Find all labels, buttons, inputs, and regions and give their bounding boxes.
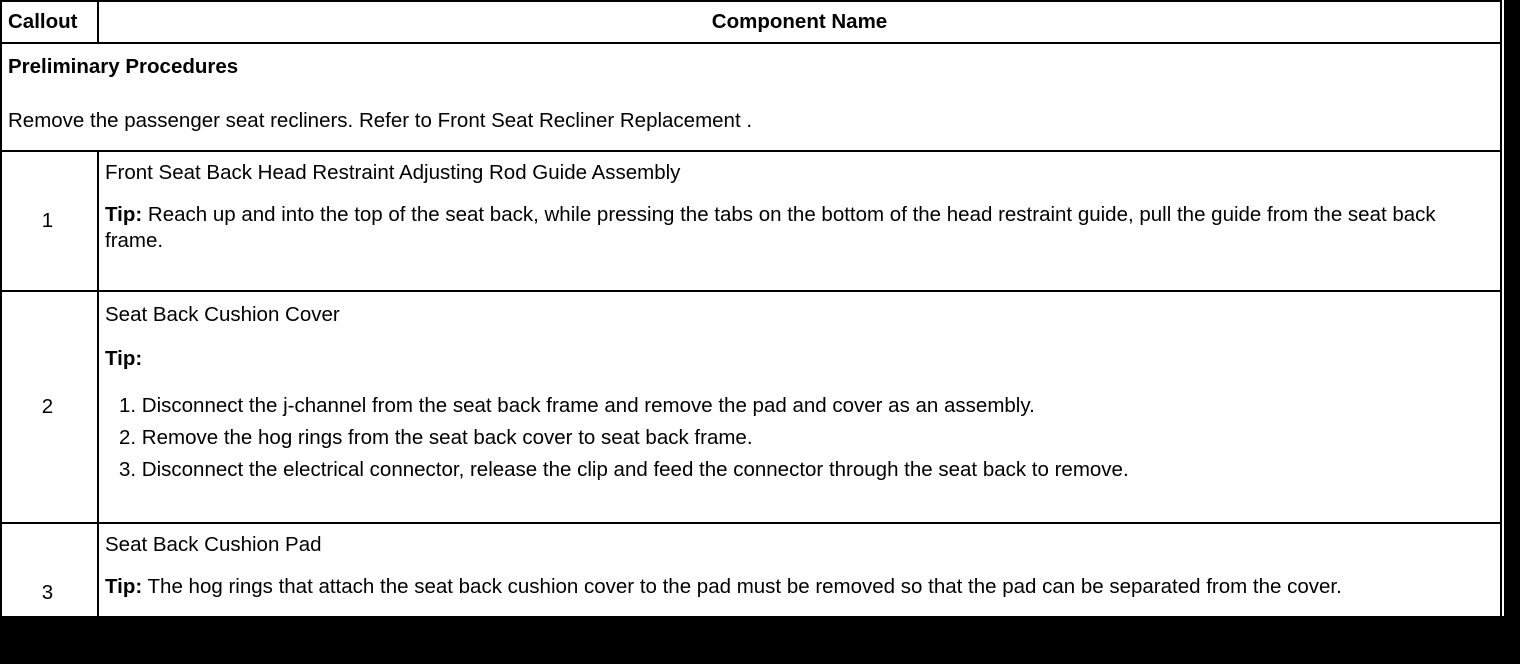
tip-label: Tip: [105,347,143,370]
component-cell [98,523,1501,663]
preliminary-procedures-cell [1,43,1501,151]
table-header-row [1,1,1501,43]
preliminary-procedures-row [1,43,1501,151]
tip-steps-list [105,390,1494,486]
callout-column-header: Callout [1,1,98,43]
component-tip [105,202,1494,254]
component-tip [105,346,1494,372]
tip-text: Reach up and into the top of the seat back, while pressing the tabs on the bottom of the head restraint guide, pull the guide from the seat back frame. [105,203,1436,252]
callout-number: 1 [1,151,98,291]
tip-label: Tip: [105,203,143,226]
tip-text: The hog rings that attach the seat back cushion cover to the pad must be removed so that the pad can be separated from the cover. [142,575,1342,598]
table-row [1,151,1501,291]
component-name: Seat Back Cushion Cover [105,303,340,326]
callout-number: 2 [1,291,98,523]
component-tip [105,574,1494,600]
component-name: Front Seat Back Head Restraint Adjusting Rod Guide Assembly [105,161,681,184]
table-row [1,291,1501,523]
component-cell [98,291,1501,523]
list-item: 2. Remove the hog rings from the seat back cover to seat back frame. [119,426,753,449]
callout-number: 3 [1,523,98,663]
component-cell [98,151,1501,291]
component-name-column-header: Component Name [98,1,1501,43]
preliminary-procedures-title: Preliminary Procedures [8,55,239,78]
component-name: Seat Back Cushion Pad [105,533,322,556]
list-item: 3. Disconnect the electrical connector, release the clip and feed the connector through the seat back to remove. [119,458,1129,481]
table-row [1,523,1501,663]
preliminary-procedures-text: Remove the passenger seat recliners. Refer to Front Seat Recliner Replacement . [8,109,753,132]
tip-label: Tip: [105,575,143,598]
list-item: 1. Disconnect the j-channel from the seat back frame and remove the pad and cover as an assembly. [119,394,1035,417]
